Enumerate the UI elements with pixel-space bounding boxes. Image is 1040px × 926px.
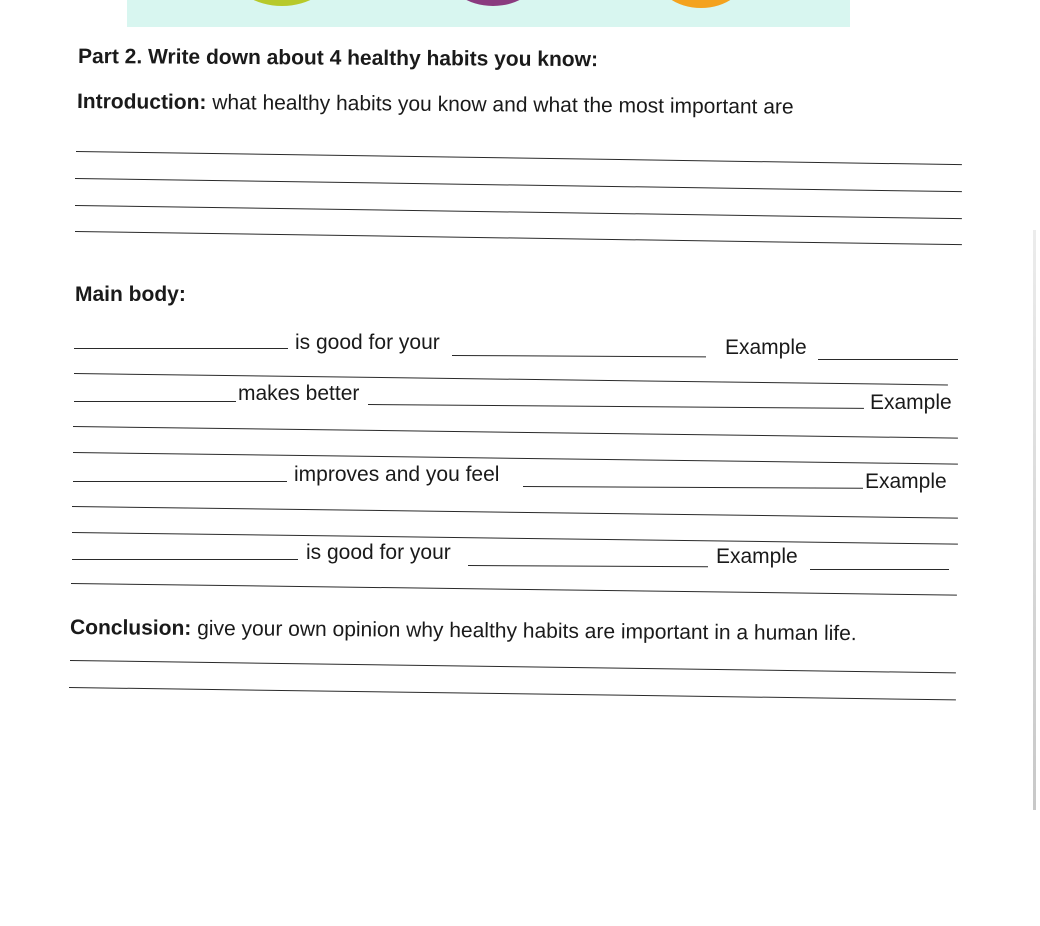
habit-blank[interactable]: [72, 559, 298, 560]
benefit-blank[interactable]: [452, 355, 706, 358]
introduction-label: Introduction:: [76, 90, 207, 115]
habit-row-3-text: improves and you feel: [294, 463, 500, 486]
habit-row-4-example: Example: [716, 545, 798, 568]
habit-blank[interactable]: [73, 481, 287, 482]
example-blank[interactable]: [818, 359, 958, 360]
habit-row-2-text: makes better: [238, 382, 360, 405]
page-edge: [1033, 230, 1036, 810]
writing-line[interactable]: [74, 373, 948, 386]
habit-row-3-example: Example: [865, 470, 947, 493]
introduction-prompt: [77, 90, 794, 120]
habit-blank[interactable]: [74, 348, 288, 349]
introduction-text: what healthy habits you know and what the most important are: [212, 91, 794, 119]
orange-circle-icon: [655, 0, 747, 8]
writing-line[interactable]: [75, 205, 962, 219]
benefit-blank[interactable]: [368, 404, 864, 409]
writing-line[interactable]: [75, 178, 962, 192]
writing-line[interactable]: [69, 687, 956, 701]
conclusion-prompt: [70, 616, 857, 646]
habit-row-1-text: is good for your: [295, 331, 440, 354]
main-body-label: Main body:: [75, 283, 186, 306]
conclusion-label: Conclusion:: [69, 616, 192, 640]
green-circle-icon: [232, 0, 332, 6]
writing-line[interactable]: [73, 426, 958, 439]
writing-line[interactable]: [70, 660, 956, 674]
habit-blank[interactable]: [74, 401, 236, 402]
conclusion-text: give your own opinion why healthy habits are important in a human life.: [197, 616, 857, 646]
decorative-banner: [127, 0, 850, 27]
section-heading: Part 2. Write down about 4 healthy habits you know:: [77, 45, 599, 72]
writing-line[interactable]: [73, 452, 958, 465]
writing-line[interactable]: [72, 532, 958, 545]
writing-line[interactable]: [75, 231, 962, 245]
habit-row-2-example: Example: [870, 391, 952, 414]
purple-circle-icon: [445, 0, 541, 6]
writing-line[interactable]: [72, 506, 958, 519]
writing-line[interactable]: [76, 151, 962, 165]
habit-row-4-text: is good for your: [306, 541, 451, 564]
benefit-blank[interactable]: [468, 565, 708, 568]
habit-row-1-example: Example: [725, 336, 807, 359]
writing-line[interactable]: [71, 583, 957, 596]
benefit-blank[interactable]: [523, 486, 863, 489]
example-blank[interactable]: [810, 569, 949, 570]
